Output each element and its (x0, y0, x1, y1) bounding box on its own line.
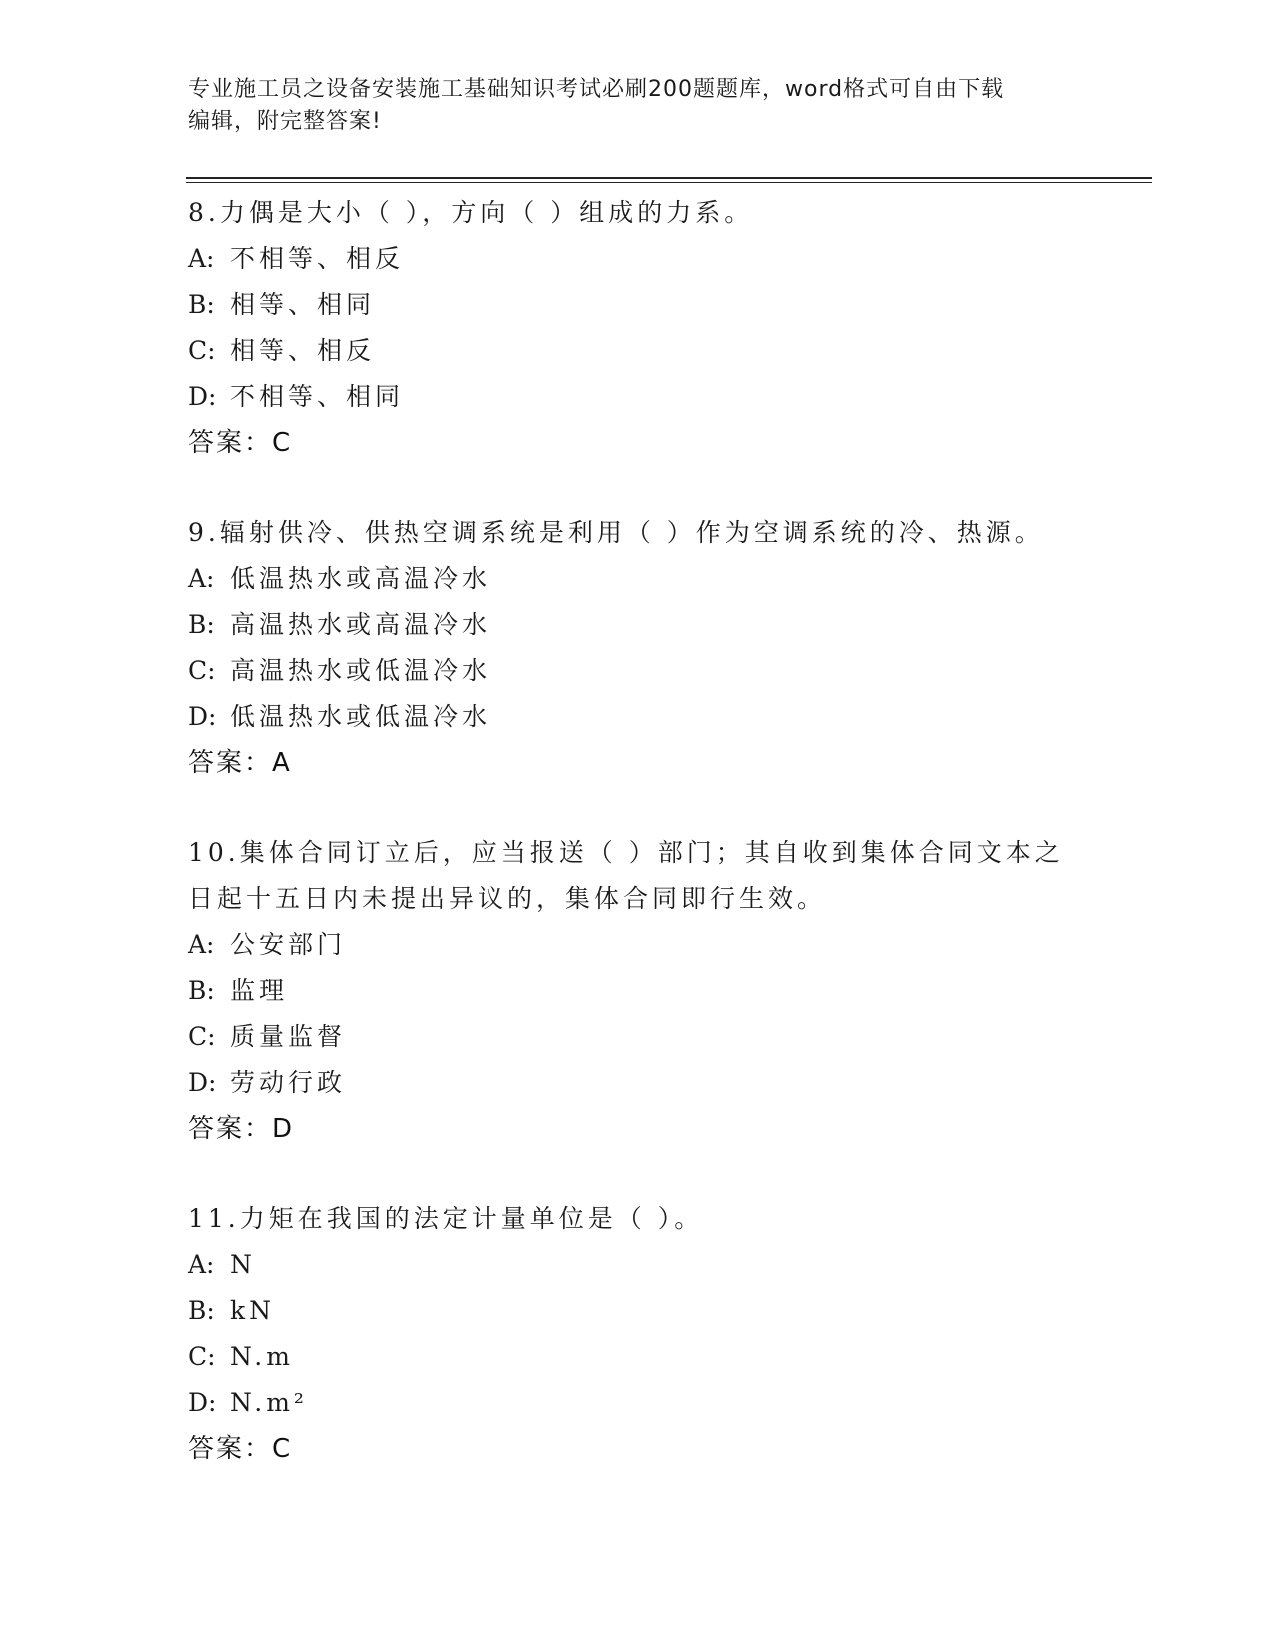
option-text: 不相等、相反 (230, 244, 405, 273)
answer-line: 答案：D (188, 1114, 295, 1144)
question-11 (188, 1196, 1088, 1472)
option-letter: A: (188, 930, 215, 959)
option-letter: C: (188, 336, 216, 365)
option-text: 相等、相反 (230, 336, 376, 365)
option-letter: D: (188, 1388, 217, 1417)
option-b (188, 602, 1088, 648)
option-a (188, 556, 1088, 602)
question-9 (188, 510, 1088, 786)
option-letter: C: (188, 656, 216, 685)
option-letter: A: (188, 564, 215, 593)
option-text: 低温热水或低温冷水 (230, 702, 492, 731)
option-letter: D: (188, 702, 217, 731)
option-text: 高温热水或低温冷水 (230, 656, 492, 685)
header-line-1: 专业施工员之设备安装施工基础知识考试必刷200题题库，word格式可自由下载 (188, 77, 1005, 102)
question-stem-line: 日起十五日内未提出异议的，集体合同即行生效。 (188, 884, 827, 913)
question-stem-line: 11.力矩在我国的法定计量单位是（ ）。 (188, 1204, 704, 1233)
option-a (188, 1242, 1088, 1288)
question-10 (188, 830, 1088, 1152)
question-8 (188, 190, 1088, 466)
option-d (188, 374, 1088, 420)
option-letter: B: (188, 976, 215, 1005)
option-text: N.m (230, 1342, 294, 1371)
option-d (188, 1380, 1088, 1426)
question-stem (188, 190, 1088, 236)
option-text: 高温热水或高温冷水 (230, 610, 492, 639)
option-letter: A: (188, 1250, 215, 1279)
question-stem (188, 1196, 1088, 1242)
option-d (188, 694, 1088, 740)
option-text: 低温热水或高温冷水 (230, 564, 492, 593)
option-b (188, 282, 1088, 328)
option-c (188, 1014, 1088, 1060)
option-b (188, 1288, 1088, 1334)
option-letter: C: (188, 1022, 216, 1051)
option-c (188, 1334, 1088, 1380)
option-text: 质量监督 (230, 1022, 347, 1051)
option-letter: C: (188, 1342, 216, 1371)
answer-line: 答案：C (188, 1434, 293, 1464)
question-stem (188, 830, 1088, 922)
option-text: 监理 (230, 976, 289, 1005)
header-divider (186, 177, 1152, 183)
question-stem (188, 510, 1088, 556)
option-text: kN (230, 1296, 276, 1325)
option-c (188, 328, 1088, 374)
document-header (188, 74, 1068, 138)
option-c (188, 648, 1088, 694)
option-letter: D: (188, 382, 217, 411)
option-text: 相等、相同 (230, 290, 376, 319)
option-text: 公安部门 (230, 930, 347, 959)
header-line-2: 编辑，附完整答案! (188, 109, 382, 134)
answer-line: 答案：C (188, 428, 293, 458)
option-text: 不相等、相同 (230, 382, 405, 411)
question-stem-line: 10.集体合同订立后，应当报送（ ）部门；其自收到集体合同文本之 (188, 838, 1064, 867)
option-a (188, 236, 1088, 282)
option-text: N (230, 1250, 256, 1279)
option-text: N.m² (230, 1388, 308, 1417)
question-stem-line: 8.力偶是大小（ ），方向（ ）组成的力系。 (188, 198, 754, 227)
option-d (188, 1060, 1088, 1106)
option-text: 劳动行政 (230, 1068, 347, 1097)
option-letter: D: (188, 1068, 217, 1097)
option-letter: B: (188, 1296, 215, 1325)
answer-line: 答案：A (188, 748, 292, 778)
option-letter: B: (188, 290, 215, 319)
option-letter: A: (188, 244, 215, 273)
question-stem-line: 9.辐射供冷、供热空调系统是利用（ ）作为空调系统的冷、热源。 (188, 518, 1044, 547)
question-list (188, 190, 1088, 1516)
option-letter: B: (188, 610, 215, 639)
option-b (188, 968, 1088, 1014)
option-a (188, 922, 1088, 968)
